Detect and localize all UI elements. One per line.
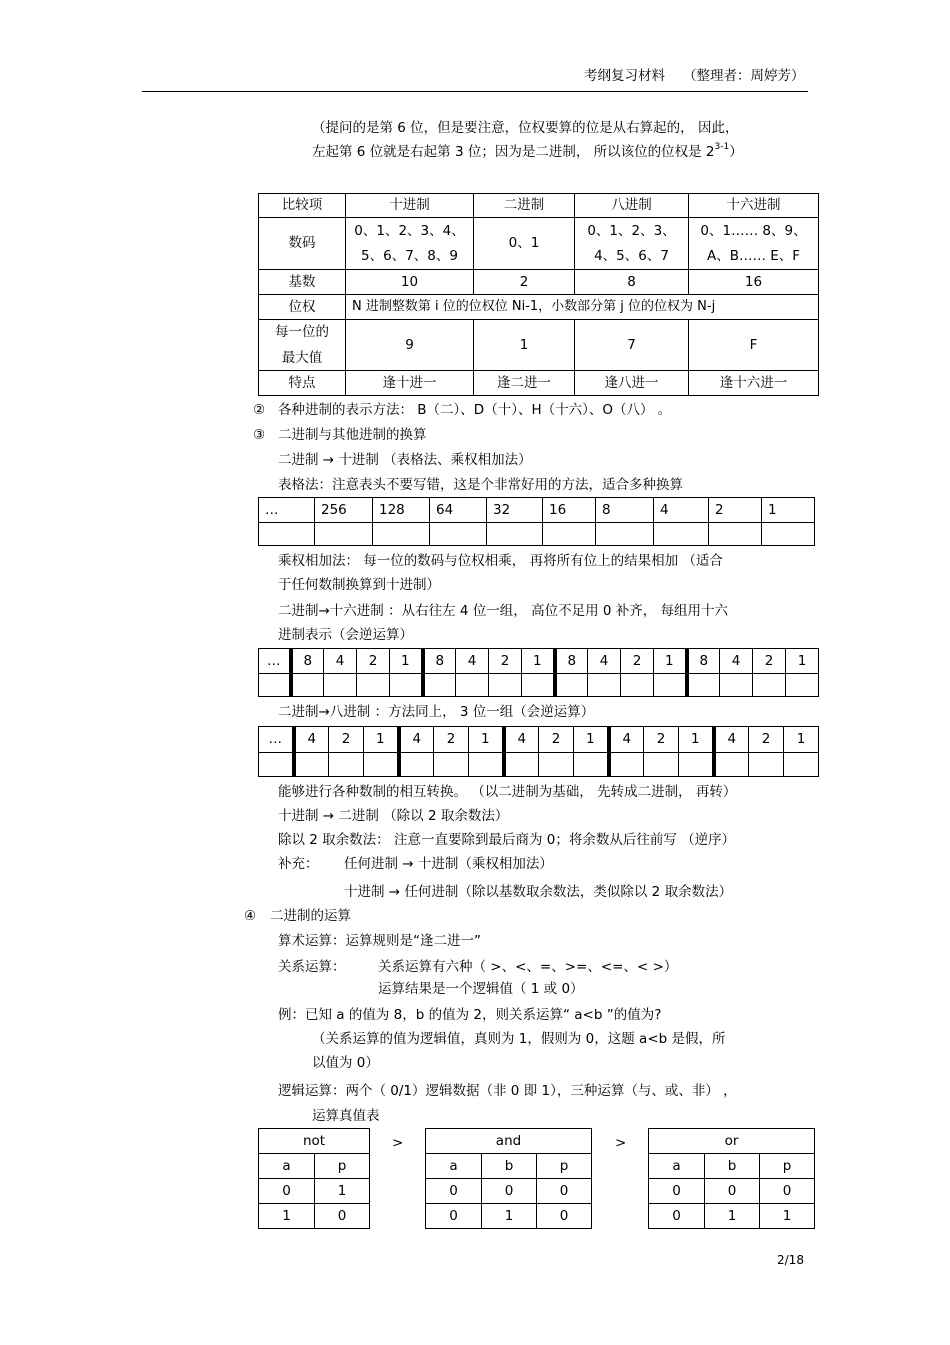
row-label: 特点 — [259, 371, 346, 396]
empty-cell — [555, 674, 588, 697]
bin-oct-line: 二进制→八进制 ：方法同上， 3 位一组（会逆运算） — [278, 704, 595, 720]
group-cell: 4 — [588, 649, 621, 674]
group-cell: 4 — [504, 727, 539, 753]
truth-cell: 0 — [537, 1179, 592, 1204]
group-cell: 1 — [574, 727, 609, 753]
base-cell: 8 — [575, 270, 689, 295]
empty-cell — [749, 753, 784, 777]
group-cell: 2 — [539, 727, 574, 753]
example-line-1: 例：已知 a 的值为 8，b 的值为 2，则关系运算“ a<b ”的值为? — [278, 1007, 662, 1023]
group-cell: … — [259, 649, 291, 674]
supplement-label: 补充： — [278, 856, 319, 872]
group-cell: 4 — [456, 649, 489, 674]
group-cell: 2 — [489, 649, 522, 674]
maxval-cell: F — [689, 320, 819, 371]
group-cell: 8 — [687, 649, 720, 674]
truth-cell: 0 — [315, 1204, 370, 1229]
weight-cell: 64 — [430, 498, 487, 523]
relational-line-1: 关系运算有六种（ >、<、=、>=、<=、< >） — [378, 959, 678, 975]
header-cell: a — [259, 1154, 315, 1179]
row-label: 每一位的 最大值 — [259, 320, 346, 371]
intro-line-2: 左起第 6 位就是右起第 3 位；因为是二进制， 所以该位的位权是 2$^{3-1}$） — [312, 142, 743, 160]
empty-cell — [329, 753, 364, 777]
supplement-line-1: 任何进制 → 十进制（乘权相加法） — [344, 856, 553, 872]
empty-cell — [644, 753, 679, 777]
weight-cell: 16 — [543, 498, 596, 523]
logic-line-1: 逻辑运算：两个（ 0/1）逻辑数据（非 0 即 1），三种运算（与、或、非） ， — [278, 1083, 737, 1099]
header-cell: p — [760, 1154, 815, 1179]
base-cell: 10 — [346, 270, 474, 295]
example-line-3: 以值为 0） — [312, 1055, 379, 1071]
div2-method: 除以 2 取余数法： 注意一直要除到最后商为 0；将余数从后往前写 （逆序） — [278, 832, 736, 848]
empty-cell — [522, 674, 555, 697]
header-cell: 二进制 — [474, 194, 575, 218]
multiply-line-1: 乘权相加法： 每一位的数码与位权相乘， 再将所有位上的结果相加 （适合 — [278, 553, 723, 569]
page-number: 2/18 — [777, 1253, 804, 1267]
arith-rule: 算术运算：运算规则是“逢二进一” — [278, 933, 481, 949]
empty-cell — [574, 753, 609, 777]
empty-cell — [324, 674, 357, 697]
group-cell: 4 — [294, 727, 329, 753]
digits-dec: 0、1、2、3、4、 5、6、7、8、9 — [346, 218, 474, 270]
logic-line-2: 运算真值表 — [312, 1108, 380, 1124]
group-cell: 8 — [423, 649, 456, 674]
empty-cell — [364, 753, 399, 777]
group-cell: 8 — [555, 649, 588, 674]
empty-cell — [487, 523, 543, 546]
empty-cell — [720, 674, 753, 697]
truth-cell: 0 — [426, 1204, 482, 1229]
empty-cell — [390, 674, 423, 697]
group-cell: 2 — [749, 727, 784, 753]
truth-cell: 1 — [259, 1204, 315, 1229]
feature-cell: 逢二进一 — [474, 371, 575, 396]
empty-cell — [596, 523, 654, 546]
item-4-marker: ④ — [244, 908, 257, 924]
relational-label: 关系运算： — [278, 959, 346, 975]
radix-compare-table — [258, 193, 819, 396]
truth-cell: 0 — [649, 1204, 705, 1229]
header-cell: 十进制 — [346, 194, 474, 218]
empty-cell — [588, 674, 621, 697]
empty-cell — [609, 753, 644, 777]
empty-cell — [687, 674, 720, 697]
empty-cell — [357, 674, 390, 697]
empty-cell — [543, 523, 596, 546]
row-label: 基数 — [259, 270, 346, 295]
header-title: 考纲复习材料 — [584, 68, 665, 84]
header-cell: 比较项 — [259, 194, 346, 218]
empty-cell — [434, 753, 469, 777]
group-cell: 2 — [357, 649, 390, 674]
empty-cell — [373, 523, 430, 546]
example-line-2: （关系运算的值为逻辑值，真则为 1，假则为 0，这题 a<b 是假，所 — [312, 1031, 726, 1047]
empty-cell — [621, 674, 654, 697]
group-cell: 1 — [654, 649, 687, 674]
group-cell: 1 — [679, 727, 714, 753]
row-label: 位权 — [259, 295, 346, 320]
item-4-text: 二进制的运算 — [270, 908, 351, 924]
empty-cell — [469, 753, 504, 777]
oct-group-table — [258, 726, 819, 777]
weight-cell: … — [259, 498, 315, 523]
header-rule — [142, 91, 808, 92]
group-cell: 1 — [522, 649, 555, 674]
empty-cell — [315, 523, 373, 546]
empty-cell — [294, 753, 329, 777]
group-cell: 4 — [324, 649, 357, 674]
feature-cell: 逢十进一 — [346, 371, 474, 396]
group-cell: 2 — [621, 649, 654, 674]
group-cell: 4 — [714, 727, 749, 753]
truth-cell: 1 — [482, 1204, 537, 1229]
empty-cell — [291, 674, 324, 697]
empty-cell — [504, 753, 539, 777]
weight-cell: 2 — [709, 498, 762, 523]
truth-cell: 1 — [705, 1204, 760, 1229]
intro-line-1: （提问的是第 6 位，但是要注意，位权要算的位是从右算起的， 因此， — [312, 120, 739, 136]
weight-cell: 128 — [373, 498, 430, 523]
supplement-line-2: 十进制 → 任何进制（除以基数取余数法，类似除以 2 取余数法） — [344, 884, 733, 900]
group-cell: … — [259, 727, 294, 753]
group-cell: 2 — [753, 649, 786, 674]
and-truth-table — [425, 1128, 592, 1229]
empty-cell — [259, 753, 294, 777]
row-label: 数码 — [259, 218, 346, 270]
item-2-text: 各种进制的表示方法： B（二）、D（十）、H（十六）、O（八） 。 — [278, 402, 672, 418]
empty-cell — [786, 674, 819, 697]
empty-cell — [679, 753, 714, 777]
group-cell: 2 — [329, 727, 364, 753]
empty-cell — [784, 753, 819, 777]
bin-hex-line-1: 二进制→十六进制 ：从右往左 4 位一组， 高位不足用 0 补齐， 每组用十六 — [278, 603, 729, 619]
feature-cell: 逢十六进一 — [689, 371, 819, 396]
header-cell: 八进制 — [575, 194, 689, 218]
truth-cell: 0 — [760, 1179, 815, 1204]
table-method: 表格法：注意表头不要写错，这是个非常好用的方法，适合多种换算 — [278, 477, 683, 493]
group-cell: 1 — [784, 727, 819, 753]
empty-cell — [539, 753, 574, 777]
weight-cell: 8 — [596, 498, 654, 523]
empty-cell — [654, 674, 687, 697]
group-cell: 4 — [720, 649, 753, 674]
group-cell: 1 — [390, 649, 423, 674]
empty-cell — [259, 523, 315, 546]
precedence-gt-2: > — [615, 1135, 627, 1151]
truth-cell: 0 — [649, 1179, 705, 1204]
group-cell: 2 — [644, 727, 679, 753]
weight-cell: 1 — [762, 498, 815, 523]
or-truth-table — [648, 1128, 815, 1229]
relational-line-2: 运算结果是一个逻辑值（ 1 或 0） — [378, 981, 584, 997]
header-cell: 十六进制 — [689, 194, 819, 218]
bin-to-dec: 二进制 → 十进制 （表格法、乘权相加法） — [278, 452, 532, 468]
group-cell: 1 — [364, 727, 399, 753]
truth-cell: 0 — [705, 1179, 760, 1204]
empty-cell — [430, 523, 487, 546]
truth-table-title: not — [259, 1129, 370, 1154]
truth-table-title: and — [426, 1129, 592, 1154]
header-cell: a — [426, 1154, 482, 1179]
empty-cell — [714, 753, 749, 777]
header-cell: p — [315, 1154, 370, 1179]
truth-cell: 0 — [259, 1179, 315, 1204]
weight-cell: 256 — [315, 498, 373, 523]
item-3-text: 二进制与其他进制的换算 — [278, 427, 427, 443]
precedence-gt-1: > — [392, 1135, 404, 1151]
dec-to-bin: 十进制 → 二进制 （除以 2 取余数法） — [278, 808, 509, 824]
header-cell: b — [705, 1154, 760, 1179]
weight-text: N 进制整数第 i 位的位权位 Ni-1，小数部分第 j 位的位权为 N-j — [346, 295, 819, 320]
empty-cell — [709, 523, 762, 546]
base-cell: 16 — [689, 270, 819, 295]
not-truth-table — [258, 1128, 370, 1229]
header-cell: b — [482, 1154, 537, 1179]
truth-cell: 1 — [760, 1204, 815, 1229]
bin-hex-line-2: 进制表示（会逆运算） — [278, 627, 413, 643]
maxval-cell: 1 — [474, 320, 575, 371]
feature-cell: 逢八进一 — [575, 371, 689, 396]
truth-table-title: or — [649, 1129, 815, 1154]
convert-all: 能够进行各种数制的相互转换。 （以二进制为基础， 先转成二进制， 再转） — [278, 784, 737, 800]
weight-cell: 32 — [487, 498, 543, 523]
empty-cell — [423, 674, 456, 697]
empty-cell — [259, 674, 291, 697]
base-cell: 2 — [474, 270, 575, 295]
group-cell: 1 — [786, 649, 819, 674]
empty-cell — [489, 674, 522, 697]
group-cell: 2 — [434, 727, 469, 753]
empty-cell — [399, 753, 434, 777]
header-cell: p — [537, 1154, 592, 1179]
item-3-marker: ③ — [253, 427, 266, 443]
group-cell: 8 — [291, 649, 324, 674]
weight-cell: 4 — [654, 498, 709, 523]
empty-cell — [753, 674, 786, 697]
truth-cell: 0 — [537, 1204, 592, 1229]
maxval-cell: 9 — [346, 320, 474, 371]
multiply-line-2: 于任何数制换算到十进制） — [278, 577, 440, 593]
empty-cell — [456, 674, 489, 697]
maxval-cell: 7 — [575, 320, 689, 371]
truth-cell: 0 — [426, 1179, 482, 1204]
weights-table — [258, 497, 815, 546]
digits-hex: 0、1…… 8、9、 A、B…… E、F — [689, 218, 819, 270]
hex-group-table — [258, 648, 819, 697]
header-cell: a — [649, 1154, 705, 1179]
item-2-marker: ② — [253, 402, 266, 418]
group-cell: 4 — [609, 727, 644, 753]
digits-oct: 0、1、2、3、 4、5、6、7 — [575, 218, 689, 270]
empty-cell — [762, 523, 815, 546]
digits-bin: 0、1 — [474, 218, 575, 270]
group-cell: 1 — [469, 727, 504, 753]
group-cell: 4 — [399, 727, 434, 753]
truth-cell: 1 — [315, 1179, 370, 1204]
empty-cell — [654, 523, 709, 546]
truth-cell: 0 — [482, 1179, 537, 1204]
header-editor: （整理者：周婷芳） — [683, 68, 805, 84]
